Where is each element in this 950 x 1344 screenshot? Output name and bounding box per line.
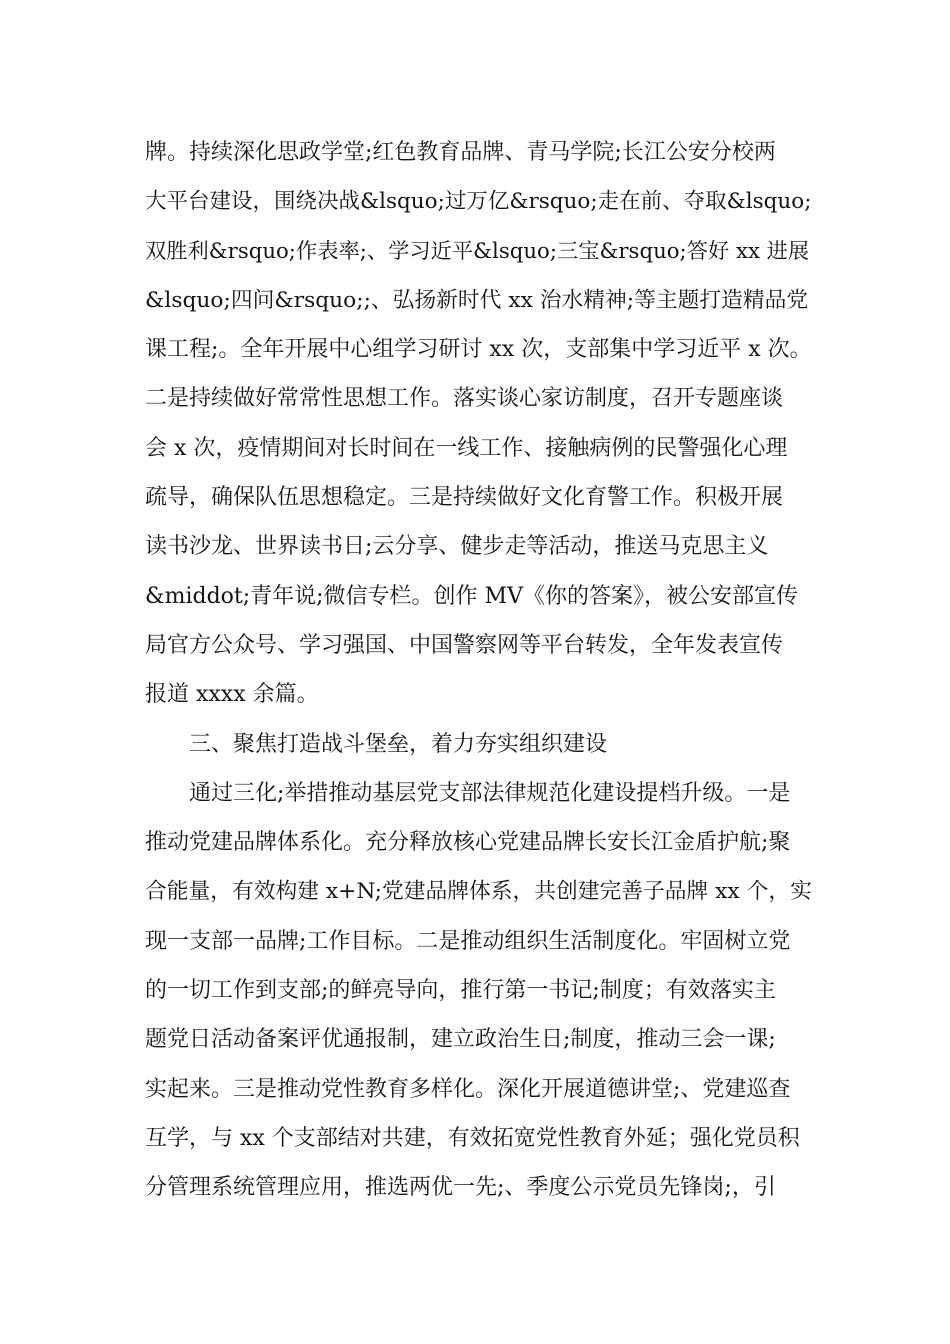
text-line: &middot;青年说;微信专栏。创作 MV《你的答案》，被公安部宣传	[145, 583, 798, 609]
text-line: 题党日活动备案评优通报制，建立政治生日;制度，推动三会一课;	[145, 1027, 776, 1053]
text-line: 双胜利&rsquo;作表率;、学习近平&lsquo;三宝&rsquo;答好 xx 进展	[145, 238, 810, 264]
text-line: 大平台建设，围绕决战&lsquo;过万亿&rsquo;走在前、夺取&lsquo;	[145, 189, 812, 215]
text-line: 会 x 次，疫情期间对长时间在一线工作、接触病例的民警强化心理	[145, 435, 788, 461]
paragraph-first-line: 通过三化;举措推动基层党支部法律规范化建设提档升级。一是	[189, 780, 791, 806]
text-line: 报道 xxxx 余篇。	[145, 682, 319, 708]
text-line: 现一支部一品牌;工作目标。二是推动组织生活制度化。牢固树立党	[145, 928, 791, 954]
text-line: 局官方公众号、学习强国、中国警察网等平台转发，全年发表宣传	[145, 632, 784, 658]
text-line: 分管理系统管理应用，推选两优一先;、季度公示党员先锋岗;，引	[145, 1175, 776, 1201]
section-heading: 三、聚焦打造战斗堡垒，着力夯实组织建设	[189, 731, 608, 757]
text-line: 合能量，有效构建 x+N;党建品牌体系，共创建完善子品牌 xx 个，实	[145, 879, 812, 905]
text-line: &lsquo;四问&rsquo;;、弘扬新时代 xx 治水精神;等主题打造精品党	[145, 287, 809, 313]
text-line: 疏导，确保队伍思想稳定。三是持续做好文化育警工作。积极开展	[145, 485, 784, 511]
text-line: 推动党建品牌体系化。充分释放核心党建品牌长安长江金盾护航;聚	[145, 830, 791, 856]
text-line: 的一切工作到支部;的鲜亮导向，推行第一书记;制度；有效落实主	[145, 978, 776, 1004]
text-line: 课工程;。全年开展中心组学习研讨 xx 次，支部集中学习近平 x 次。	[145, 337, 812, 363]
text-line: 二是持续做好常常性思想工作。落实谈心家访制度，召开专题座谈	[145, 386, 784, 412]
text-line: 牌。持续深化思政学堂;红色教育品牌、青马学院;长江公安分校两	[145, 140, 776, 165]
document-body	[145, 128, 815, 1213]
text-line: 互学，与 xx 个支部结对共建，有效拓宽党性教育外延；强化党员积	[145, 1125, 800, 1151]
text-line: 读书沙龙、世界读书日;云分享、健步走等活动，推送马克思主义	[145, 534, 769, 560]
text-line: 实起来。三是推动党性教育多样化。深化开展道德讲堂;、党建巡查	[145, 1076, 791, 1102]
